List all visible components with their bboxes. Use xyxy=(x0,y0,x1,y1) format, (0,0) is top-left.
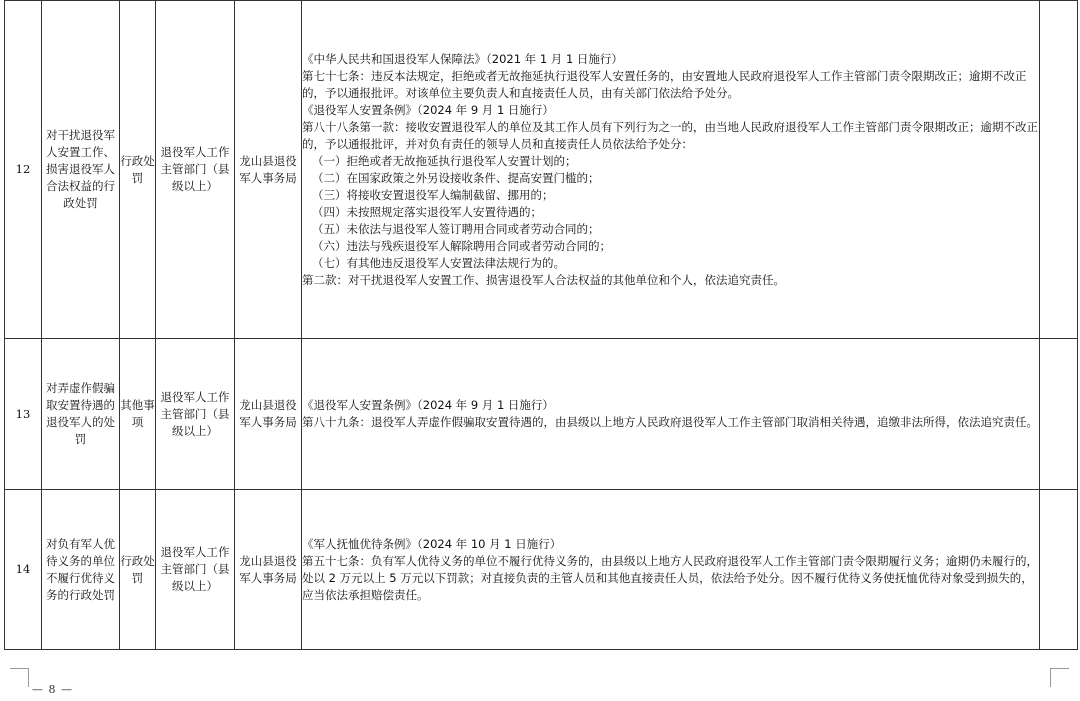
table-row xyxy=(5,1,1078,339)
basis-line: 第七十七条：违反本法规定，拒绝或者无故拖延执行退役军人安置任务的，由安置地人民政府退役军人工作主管部门责令限期改正；逾期不改正的，予以通报批评。对该单位主要负责人和直接责任人员，由有关部门依法给予处分。 xyxy=(302,68,1027,100)
page-number: — 8 — xyxy=(32,683,73,696)
table-row xyxy=(5,490,1078,650)
right-crop-mark xyxy=(1050,668,1069,687)
left-crop-mark xyxy=(10,668,29,687)
penalty-items-table xyxy=(4,0,1078,650)
basis-line: 第八十九条：退役军人弄虚作假骗取安置待遇的，由县级以上地方人民政府退役军人工作主管部门取消相关待遇，追缴非法所得，依法追究责任。 xyxy=(302,415,1038,429)
legal-basis xyxy=(302,490,1040,650)
remarks-cell xyxy=(1040,490,1078,650)
executing-agency: 龙山县退役军人事务局 xyxy=(235,490,302,650)
document-table-container xyxy=(4,0,1077,650)
item-type: 其他事项 xyxy=(120,339,156,490)
basis-line: （六）违法与残疾退役军人解除聘用合同或者劳动合同的； xyxy=(312,238,611,253)
item-type: 行政处罚 xyxy=(120,1,156,339)
row-number: 14 xyxy=(5,490,42,650)
executing-agency: 龙山县退役军人事务局 xyxy=(235,1,302,339)
remarks-cell xyxy=(1040,339,1078,490)
basis-line: 《军人抚恤优待条例》（2024 年 10 月 1 日施行） xyxy=(302,536,562,551)
basis-line: （三）将接收安置退役军人编制截留、挪用的； xyxy=(312,187,554,202)
basis-line: 《退役军人安置条例》（2024 年 9 月 1 日施行） xyxy=(302,398,554,412)
basis-line: 第二款：对干扰退役军人安置工作、损害退役军人合法权益的其他单位和个人，依法追究责任。 xyxy=(302,272,785,287)
basis-line: （五）未依法与退役军人签订聘用合同或者劳动合同的； xyxy=(312,221,600,236)
item-name: 对干扰退役军人安置工作、损害退役军人合法权益的行政处罚 xyxy=(42,1,120,339)
basis-line: （四）未按照规定落实退役军人安置待遇的； xyxy=(312,204,542,219)
item-type: 行政处罚 xyxy=(120,490,156,650)
basis-line: （一）拒绝或者无故拖延执行退役军人安置计划的； xyxy=(312,153,577,168)
responsible-subject: 退役军人工作主管部门（县级以上） xyxy=(156,339,235,490)
item-name: 对弄虚作假骗取安置待遇的退役军人的处罚 xyxy=(42,339,120,490)
row-number: 12 xyxy=(5,1,42,339)
legal-basis xyxy=(302,1,1040,339)
basis-line: 第五十七条：负有军人优待义务的单位不履行优待义务的，由县级以上地方人民政府退役军人工作主管部门责令限期履行义务；逾期仍未履行的，处以 2 万元以上 5 万元以下罚款；对直接负责的主管人员和其他直接责任人员，依法给予处分。因不履行优待义务使抚恤优待对象受到损失的，应当依法承担赔偿责任。 xyxy=(302,553,1038,602)
basis-line: 第八十八条第一款：接收安置退役军人的单位及其工作人员有下列行为之一的，由当地人民政府退役军人工作主管部门责令限期改正；逾期不改正的，予以通报批评，并对负有责任的领导人员和直接责任人员依法给予处分： xyxy=(302,119,1038,151)
basis-line: （二）在国家政策之外另设接收条件、提高安置门槛的； xyxy=(312,170,600,185)
legal-basis xyxy=(302,339,1040,490)
basis-line: （七）有其他违反退役军人安置法律法规行为的。 xyxy=(312,255,565,270)
executing-agency: 龙山县退役军人事务局 xyxy=(235,339,302,490)
item-name: 对负有军人优待义务的单位不履行优待义务的行政处罚 xyxy=(42,490,120,650)
basis-line: 《中华人民共和国退役军人保障法》（2021 年 1 月 1 日施行） xyxy=(302,51,623,66)
remarks-cell xyxy=(1040,1,1078,339)
responsible-subject: 退役军人工作主管部门（县级以上） xyxy=(156,490,235,650)
responsible-subject: 退役军人工作主管部门（县级以上） xyxy=(156,1,235,339)
table-row xyxy=(5,339,1078,490)
row-number: 13 xyxy=(5,339,42,490)
basis-line: 《退役军人安置条例》（2024 年 9 月 1 日施行） xyxy=(302,102,554,117)
